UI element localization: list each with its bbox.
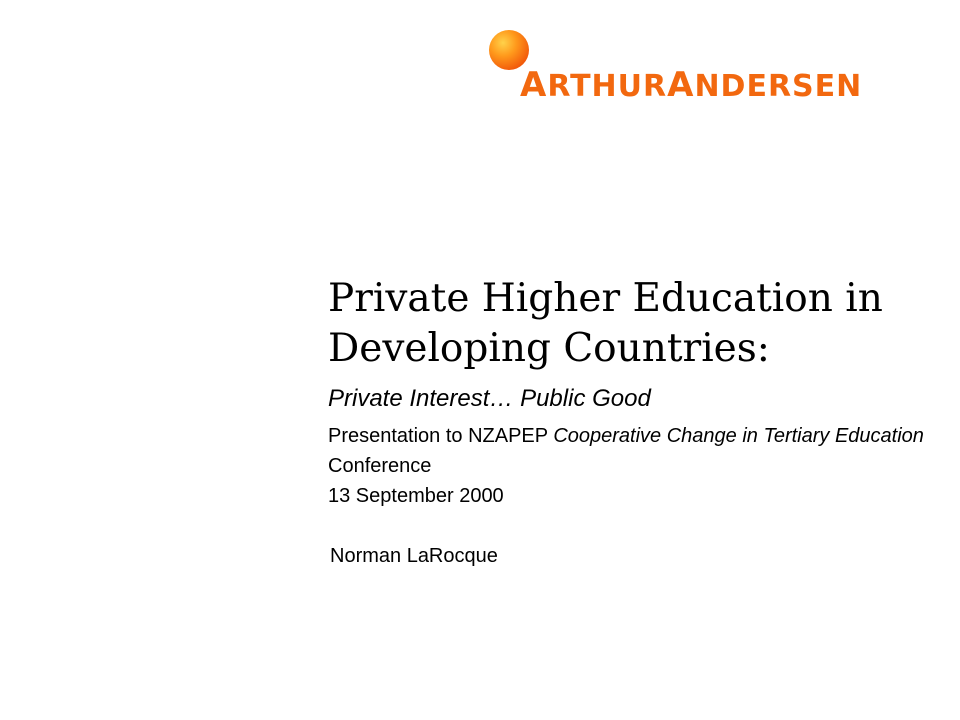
details-text-3: Conference [328, 455, 432, 477]
author-name: Norman LaRocque [330, 545, 498, 567]
logo-wordmark: ARTHURANDERSEN [520, 65, 863, 105]
title-line-1: Private Higher Education in [328, 276, 883, 321]
details-text-1: Presentation to NZAPEP [328, 425, 554, 447]
arthur-andersen-logo [486, 28, 936, 108]
slide-title [328, 274, 938, 374]
presentation-date: 13 September 2000 [328, 485, 504, 507]
title-line-2: Developing Countries: [328, 326, 770, 371]
slide-subtitle: Private Interest… Public Good [328, 385, 651, 412]
conference-name: Cooperative Change in Tertiary Education [553, 425, 924, 447]
orange-sphere-icon [489, 30, 529, 70]
presentation-details [328, 421, 938, 511]
